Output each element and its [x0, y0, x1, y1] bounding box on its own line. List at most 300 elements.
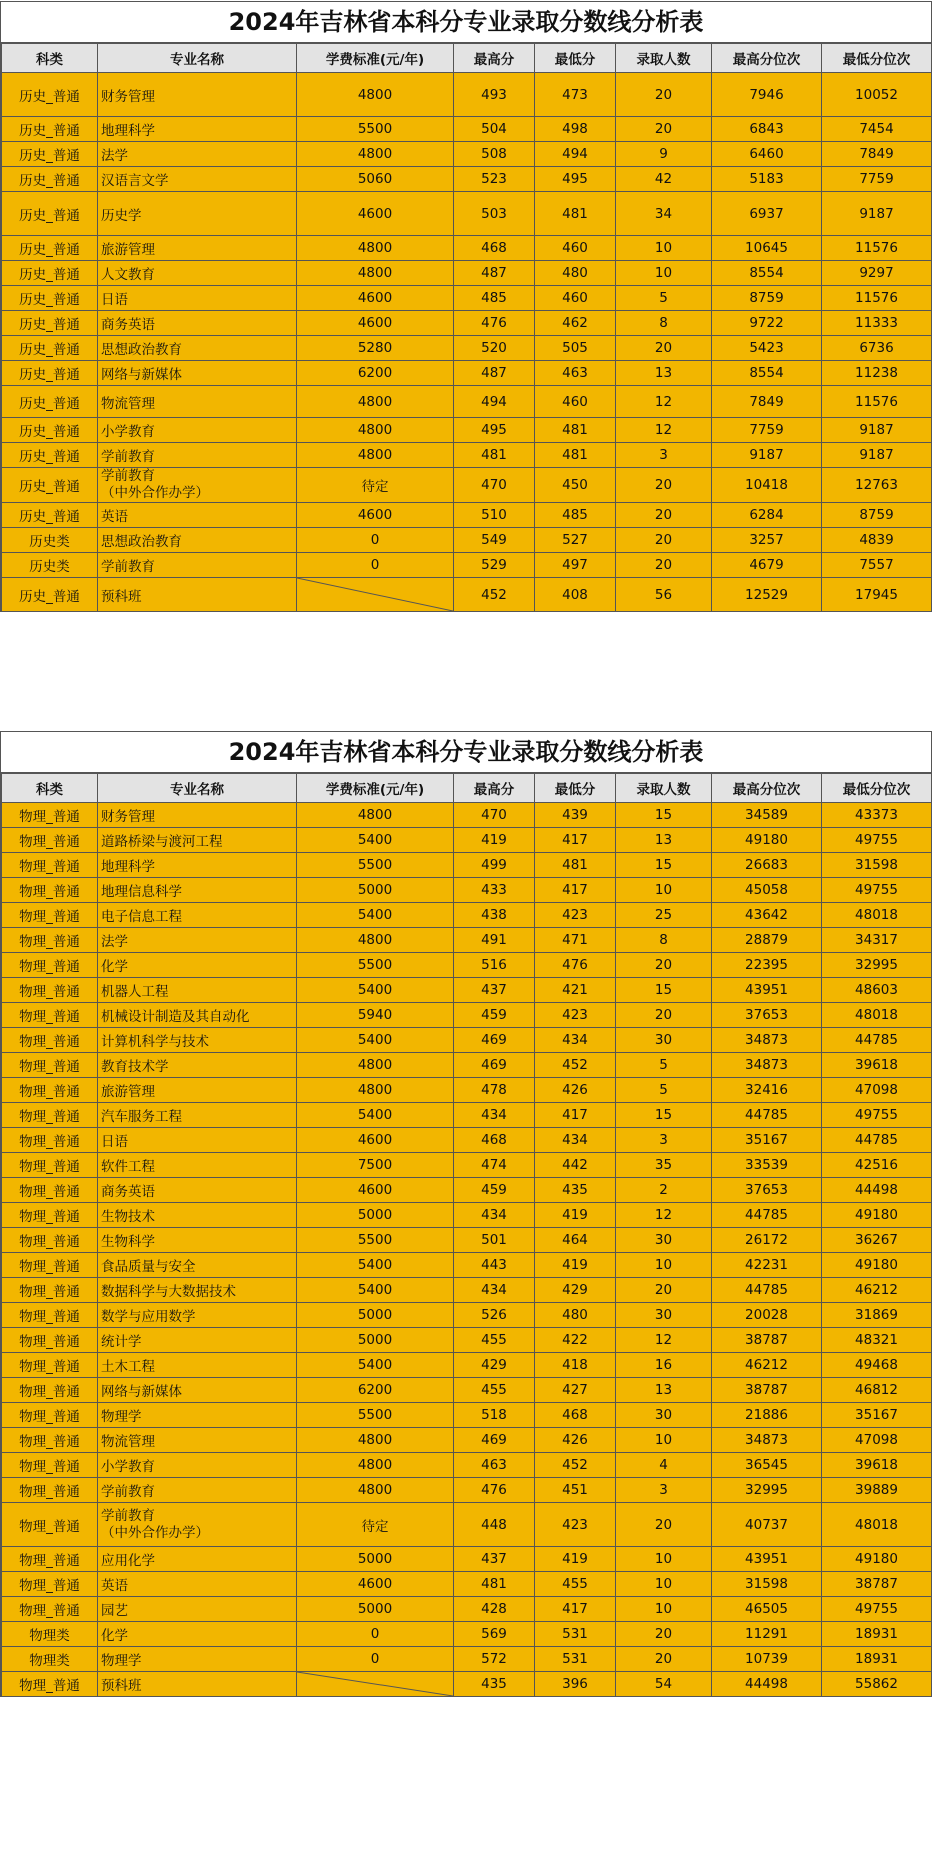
cell-major: 财务管理 — [98, 73, 297, 117]
cell-min-score: 419 — [535, 1203, 616, 1228]
cell-min-score: 531 — [535, 1647, 616, 1672]
cell-category: 物理_普通 — [2, 1328, 98, 1353]
cell-category: 物理_普通 — [2, 1003, 98, 1028]
cell-fee: 5280 — [297, 336, 454, 361]
cell-max-rank: 44785 — [712, 1203, 822, 1228]
cell-major: 思想政治教育 — [98, 336, 297, 361]
cell-min-rank: 9187 — [822, 192, 932, 236]
cell-max-score: 470 — [454, 468, 535, 503]
cell-max-rank: 34873 — [712, 1428, 822, 1453]
cell-min-score: 481 — [535, 443, 616, 468]
table-row — [2, 386, 932, 418]
cell-fee: 5000 — [297, 878, 454, 903]
cell-min-rank: 7454 — [822, 117, 932, 142]
cell-max-score: 434 — [454, 1103, 535, 1128]
cell-min-score: 439 — [535, 803, 616, 828]
cell-max-rank: 43951 — [712, 1547, 822, 1572]
cell-min-rank: 46212 — [822, 1278, 932, 1303]
cell-major: 物流管理 — [98, 1428, 297, 1453]
column-header-min-score: 最低分 — [535, 44, 616, 73]
cell-min-rank: 39618 — [822, 1453, 932, 1478]
table-row — [2, 336, 932, 361]
column-header-min-rank: 最低分位次 — [822, 44, 932, 73]
cell-major: 物流管理 — [98, 386, 297, 418]
cell-min-score: 460 — [535, 386, 616, 418]
cell-max-rank: 46212 — [712, 1353, 822, 1378]
cell-max-rank: 11291 — [712, 1622, 822, 1647]
cell-category: 历史_普通 — [2, 386, 98, 418]
cell-min-rank: 48018 — [822, 1003, 932, 1028]
cell-fee: 7500 — [297, 1153, 454, 1178]
table-row — [2, 1378, 932, 1403]
cell-admitted: 2 — [616, 1178, 712, 1203]
cell-min-rank: 18931 — [822, 1647, 932, 1672]
cell-max-score: 428 — [454, 1597, 535, 1622]
cell-category: 物理_普通 — [2, 878, 98, 903]
cell-min-rank: 31598 — [822, 853, 932, 878]
cell-min-rank: 17945 — [822, 578, 932, 612]
table-row — [2, 953, 932, 978]
cell-fee: 4800 — [297, 1078, 454, 1103]
cell-major: 统计学 — [98, 1328, 297, 1353]
table-row — [2, 1178, 932, 1203]
column-header-admitted: 录取人数 — [616, 44, 712, 73]
table-row — [2, 117, 932, 142]
cell-min-score: 423 — [535, 1003, 616, 1028]
cell-admitted: 20 — [616, 1278, 712, 1303]
cell-major: 英语 — [98, 503, 297, 528]
cell-max-rank: 36545 — [712, 1453, 822, 1478]
cell-admitted: 42 — [616, 167, 712, 192]
table-row — [2, 1053, 932, 1078]
cell-category: 物理类 — [2, 1622, 98, 1647]
cell-min-score: 464 — [535, 1228, 616, 1253]
cell-max-rank: 5183 — [712, 167, 822, 192]
cell-max-score: 476 — [454, 311, 535, 336]
cell-admitted: 10 — [616, 1428, 712, 1453]
cell-admitted: 20 — [616, 528, 712, 553]
cell-min-rank: 6736 — [822, 336, 932, 361]
cell-category: 历史类 — [2, 528, 98, 553]
cell-max-rank: 26683 — [712, 853, 822, 878]
cell-admitted: 20 — [616, 336, 712, 361]
cell-max-score: 452 — [454, 578, 535, 612]
cell-min-score: 462 — [535, 311, 616, 336]
cell-fee: 6200 — [297, 1378, 454, 1403]
cell-max-rank: 44498 — [712, 1672, 822, 1697]
cell-min-score: 480 — [535, 1303, 616, 1328]
cell-category: 历史_普通 — [2, 236, 98, 261]
cell-max-score: 434 — [454, 1278, 535, 1303]
table-row — [2, 1572, 932, 1597]
cell-min-score: 455 — [535, 1572, 616, 1597]
cell-max-rank: 38787 — [712, 1378, 822, 1403]
table-row — [2, 878, 932, 903]
cell-max-score: 459 — [454, 1178, 535, 1203]
cell-admitted: 20 — [616, 117, 712, 142]
table-row — [2, 1278, 932, 1303]
cell-category: 历史_普通 — [2, 261, 98, 286]
cell-max-rank: 37653 — [712, 1003, 822, 1028]
cell-max-rank: 34589 — [712, 803, 822, 828]
table-row — [2, 443, 932, 468]
cell-major: 汉语言文学 — [98, 167, 297, 192]
cell-category: 历史_普通 — [2, 311, 98, 336]
cell-max-score: 437 — [454, 978, 535, 1003]
table-row — [2, 553, 932, 578]
cell-major: 道路桥梁与渡河工程 — [98, 828, 297, 853]
cell-max-rank: 10645 — [712, 236, 822, 261]
table-row — [2, 286, 932, 311]
cell-min-score: 450 — [535, 468, 616, 503]
cell-fee: 4600 — [297, 311, 454, 336]
cell-major: 历史学 — [98, 192, 297, 236]
table-row — [2, 1328, 932, 1353]
cell-category: 物理_普通 — [2, 1028, 98, 1053]
cell-category: 历史_普通 — [2, 443, 98, 468]
cell-admitted: 34 — [616, 192, 712, 236]
cell-max-score: 419 — [454, 828, 535, 853]
table-row — [2, 1203, 932, 1228]
cell-max-score: 487 — [454, 261, 535, 286]
cell-category: 物理类 — [2, 1647, 98, 1672]
cell-min-score: 418 — [535, 1353, 616, 1378]
cell-min-rank: 48018 — [822, 903, 932, 928]
cell-major: 物理学 — [98, 1647, 297, 1672]
cell-admitted: 9 — [616, 142, 712, 167]
cell-major: 汽车服务工程 — [98, 1103, 297, 1128]
cell-min-score: 452 — [535, 1053, 616, 1078]
cell-fee: 5400 — [297, 828, 454, 853]
cell-max-rank: 9187 — [712, 443, 822, 468]
cell-admitted: 15 — [616, 853, 712, 878]
cell-max-rank: 21886 — [712, 1403, 822, 1428]
cell-admitted: 12 — [616, 1203, 712, 1228]
cell-min-score: 452 — [535, 1453, 616, 1478]
table-row — [2, 468, 932, 503]
cell-major: 园艺 — [98, 1597, 297, 1622]
column-header-max-rank: 最高分位次 — [712, 44, 822, 73]
cell-min-rank: 7759 — [822, 167, 932, 192]
cell-major: 生物技术 — [98, 1203, 297, 1228]
cell-major: 学前教育 — [98, 443, 297, 468]
cell-admitted: 30 — [616, 1403, 712, 1428]
cell-max-score: 481 — [454, 443, 535, 468]
cell-admitted: 3 — [616, 443, 712, 468]
cell-max-score: 474 — [454, 1153, 535, 1178]
cell-min-rank: 48603 — [822, 978, 932, 1003]
cell-category: 历史_普通 — [2, 578, 98, 612]
cell-fee: 4800 — [297, 1478, 454, 1503]
cell-max-rank: 8759 — [712, 286, 822, 311]
cell-max-score: 503 — [454, 192, 535, 236]
cell-major: 生物科学 — [98, 1228, 297, 1253]
cell-fee: 5400 — [297, 1278, 454, 1303]
table-row — [2, 361, 932, 386]
cell-max-rank: 7849 — [712, 386, 822, 418]
column-header-max-score: 最高分 — [454, 44, 535, 73]
cell-fee: 4800 — [297, 443, 454, 468]
cell-fee: 5000 — [297, 1328, 454, 1353]
cell-admitted: 35 — [616, 1153, 712, 1178]
table-row — [2, 192, 932, 236]
cell-fee: 5000 — [297, 1597, 454, 1622]
cell-max-score: 434 — [454, 1203, 535, 1228]
cell-max-rank: 46505 — [712, 1597, 822, 1622]
column-header-min-score: 最低分 — [535, 774, 616, 803]
cell-admitted: 30 — [616, 1028, 712, 1053]
cell-fee: 4800 — [297, 261, 454, 286]
cell-major: 地理科学 — [98, 853, 297, 878]
cell-min-score: 498 — [535, 117, 616, 142]
cell-min-rank: 48018 — [822, 1503, 932, 1547]
physics-table-body — [2, 803, 932, 1697]
cell-admitted: 3 — [616, 1128, 712, 1153]
cell-admitted: 10 — [616, 1597, 712, 1622]
cell-major: 电子信息工程 — [98, 903, 297, 928]
cell-fee: 待定 — [297, 1503, 454, 1547]
cell-category: 历史_普通 — [2, 117, 98, 142]
cell-fee: 4800 — [297, 1053, 454, 1078]
cell-admitted: 10 — [616, 1547, 712, 1572]
cell-admitted: 30 — [616, 1303, 712, 1328]
cell-max-rank: 42231 — [712, 1253, 822, 1278]
cell-category: 物理_普通 — [2, 1303, 98, 1328]
cell-min-score: 481 — [535, 418, 616, 443]
physics-header-row — [2, 774, 932, 803]
cell-major: 商务英语 — [98, 311, 297, 336]
cell-category: 历史类 — [2, 553, 98, 578]
table-row — [2, 1453, 932, 1478]
cell-min-rank: 9187 — [822, 443, 932, 468]
cell-min-score: 471 — [535, 928, 616, 953]
cell-category: 物理_普通 — [2, 1153, 98, 1178]
column-header-fee: 学费标准(元/年) — [297, 44, 454, 73]
table-row — [2, 903, 932, 928]
cell-max-score: 485 — [454, 286, 535, 311]
cell-fee: 0 — [297, 553, 454, 578]
cell-max-rank: 40737 — [712, 1503, 822, 1547]
cell-min-rank: 7557 — [822, 553, 932, 578]
cell-min-score: 463 — [535, 361, 616, 386]
cell-major: 日语 — [98, 1128, 297, 1153]
cell-max-score: 487 — [454, 361, 535, 386]
cell-max-rank: 33539 — [712, 1153, 822, 1178]
cell-min-rank: 49755 — [822, 1597, 932, 1622]
cell-category: 物理_普通 — [2, 853, 98, 878]
cell-category: 物理_普通 — [2, 803, 98, 828]
cell-min-score: 505 — [535, 336, 616, 361]
cell-major: 思想政治教育 — [98, 528, 297, 553]
cell-min-score: 422 — [535, 1328, 616, 1353]
cell-major: 小学教育 — [98, 1453, 297, 1478]
cell-category: 物理_普通 — [2, 1672, 98, 1697]
table-row — [2, 1253, 932, 1278]
cell-min-rank: 11576 — [822, 236, 932, 261]
cell-max-rank: 32995 — [712, 1478, 822, 1503]
column-header-admitted: 录取人数 — [616, 774, 712, 803]
cell-admitted: 15 — [616, 1103, 712, 1128]
cell-major: 软件工程 — [98, 1153, 297, 1178]
cell-major: 网络与新媒体 — [98, 361, 297, 386]
cell-min-rank: 11576 — [822, 286, 932, 311]
diagonal-slash — [297, 578, 453, 611]
cell-fee: 5500 — [297, 1403, 454, 1428]
cell-fee — [297, 578, 454, 612]
cell-max-rank: 8554 — [712, 361, 822, 386]
cell-min-score: 421 — [535, 978, 616, 1003]
cell-min-rank: 49755 — [822, 878, 932, 903]
table-row — [2, 528, 932, 553]
cell-max-rank: 34873 — [712, 1053, 822, 1078]
cell-major: 学前教育 — [98, 553, 297, 578]
cell-min-rank: 39889 — [822, 1478, 932, 1503]
column-header-category: 科类 — [2, 774, 98, 803]
cell-category: 历史_普通 — [2, 418, 98, 443]
cell-fee: 5000 — [297, 1303, 454, 1328]
cell-admitted: 56 — [616, 578, 712, 612]
cell-major: 地理科学 — [98, 117, 297, 142]
cell-max-rank: 38787 — [712, 1328, 822, 1353]
history-table-title: 2024年吉林省本科分专业录取分数线分析表 — [1, 2, 931, 43]
history-table — [1, 43, 932, 612]
cell-min-rank: 35167 — [822, 1403, 932, 1428]
cell-max-score: 494 — [454, 386, 535, 418]
cell-fee: 0 — [297, 1647, 454, 1672]
cell-min-score: 460 — [535, 236, 616, 261]
cell-major: 旅游管理 — [98, 1078, 297, 1103]
table-row — [2, 1478, 932, 1503]
table-row — [2, 1403, 932, 1428]
cell-max-rank: 32416 — [712, 1078, 822, 1103]
cell-min-score: 480 — [535, 261, 616, 286]
table-row — [2, 1503, 932, 1547]
cell-major: 地理信息科学 — [98, 878, 297, 903]
column-header-min-rank: 最低分位次 — [822, 774, 932, 803]
cell-category: 物理_普通 — [2, 1572, 98, 1597]
table-row — [2, 1597, 932, 1622]
cell-max-rank: 37653 — [712, 1178, 822, 1203]
cell-max-rank: 44785 — [712, 1103, 822, 1128]
cell-max-score: 510 — [454, 503, 535, 528]
cell-min-score: 429 — [535, 1278, 616, 1303]
cell-max-rank: 8554 — [712, 261, 822, 286]
cell-admitted: 20 — [616, 1503, 712, 1547]
cell-category: 物理_普通 — [2, 828, 98, 853]
cell-min-score: 460 — [535, 286, 616, 311]
cell-min-rank: 49468 — [822, 1353, 932, 1378]
cell-max-score: 493 — [454, 73, 535, 117]
cell-min-score: 408 — [535, 578, 616, 612]
cell-category: 物理_普通 — [2, 1128, 98, 1153]
cell-min-rank: 7849 — [822, 142, 932, 167]
cell-min-rank: 47098 — [822, 1078, 932, 1103]
table-row — [2, 803, 932, 828]
column-header-max-score: 最高分 — [454, 774, 535, 803]
cell-major: 机器人工程 — [98, 978, 297, 1003]
table-row — [2, 261, 932, 286]
table-row — [2, 1672, 932, 1697]
table-row — [2, 1353, 932, 1378]
table-row — [2, 1003, 932, 1028]
table-row — [2, 1303, 932, 1328]
history-header-row — [2, 44, 932, 73]
table-row — [2, 1153, 932, 1178]
cell-major: 土木工程 — [98, 1353, 297, 1378]
cell-min-rank: 49180 — [822, 1547, 932, 1572]
cell-category: 物理_普通 — [2, 1078, 98, 1103]
cell-major: 法学 — [98, 142, 297, 167]
cell-fee: 4800 — [297, 73, 454, 117]
cell-max-rank: 34873 — [712, 1028, 822, 1053]
cell-admitted: 13 — [616, 1378, 712, 1403]
cell-max-score: 569 — [454, 1622, 535, 1647]
cell-min-score: 427 — [535, 1378, 616, 1403]
cell-max-score: 508 — [454, 142, 535, 167]
cell-max-score: 526 — [454, 1303, 535, 1328]
cell-min-rank: 10052 — [822, 73, 932, 117]
cell-max-rank: 26172 — [712, 1228, 822, 1253]
cell-max-score: 469 — [454, 1053, 535, 1078]
cell-max-rank: 45058 — [712, 878, 822, 903]
table-row — [2, 978, 932, 1003]
cell-min-score: 417 — [535, 1597, 616, 1622]
cell-major: 化学 — [98, 953, 297, 978]
cell-min-score: 473 — [535, 73, 616, 117]
table-row — [2, 1622, 932, 1647]
cell-max-score: 438 — [454, 903, 535, 928]
cell-category: 物理_普通 — [2, 953, 98, 978]
cell-min-rank: 46812 — [822, 1378, 932, 1403]
cell-category: 物理_普通 — [2, 1103, 98, 1128]
cell-max-score: 443 — [454, 1253, 535, 1278]
history-score-table — [0, 1, 932, 612]
cell-fee: 4800 — [297, 386, 454, 418]
cell-major: 化学 — [98, 1622, 297, 1647]
cell-min-rank: 44785 — [822, 1128, 932, 1153]
cell-fee: 4600 — [297, 192, 454, 236]
cell-fee: 6200 — [297, 361, 454, 386]
cell-max-rank: 22395 — [712, 953, 822, 978]
cell-min-rank: 32995 — [822, 953, 932, 978]
cell-max-rank: 5423 — [712, 336, 822, 361]
cell-fee: 4600 — [297, 1178, 454, 1203]
cell-category: 历史_普通 — [2, 192, 98, 236]
cell-fee: 待定 — [297, 468, 454, 503]
cell-major: 食品质量与安全 — [98, 1253, 297, 1278]
history-table-body — [2, 73, 932, 612]
cell-major: 网络与新媒体 — [98, 1378, 297, 1403]
cell-major: 学前教育 （中外合作办学） — [98, 468, 297, 503]
cell-fee: 5400 — [297, 903, 454, 928]
cell-category: 历史_普通 — [2, 142, 98, 167]
table-row — [2, 142, 932, 167]
cell-min-score: 419 — [535, 1547, 616, 1572]
cell-max-score: 504 — [454, 117, 535, 142]
cell-max-score: 468 — [454, 1128, 535, 1153]
cell-admitted: 16 — [616, 1353, 712, 1378]
cell-min-rank: 11576 — [822, 386, 932, 418]
cell-max-score: 518 — [454, 1403, 535, 1428]
cell-max-score: 481 — [454, 1572, 535, 1597]
cell-major: 商务英语 — [98, 1178, 297, 1203]
cell-min-score: 527 — [535, 528, 616, 553]
cell-fee — [297, 1672, 454, 1697]
cell-admitted: 3 — [616, 1478, 712, 1503]
table-row — [2, 1103, 932, 1128]
column-header-fee: 学费标准(元/年) — [297, 774, 454, 803]
cell-min-score: 426 — [535, 1078, 616, 1103]
